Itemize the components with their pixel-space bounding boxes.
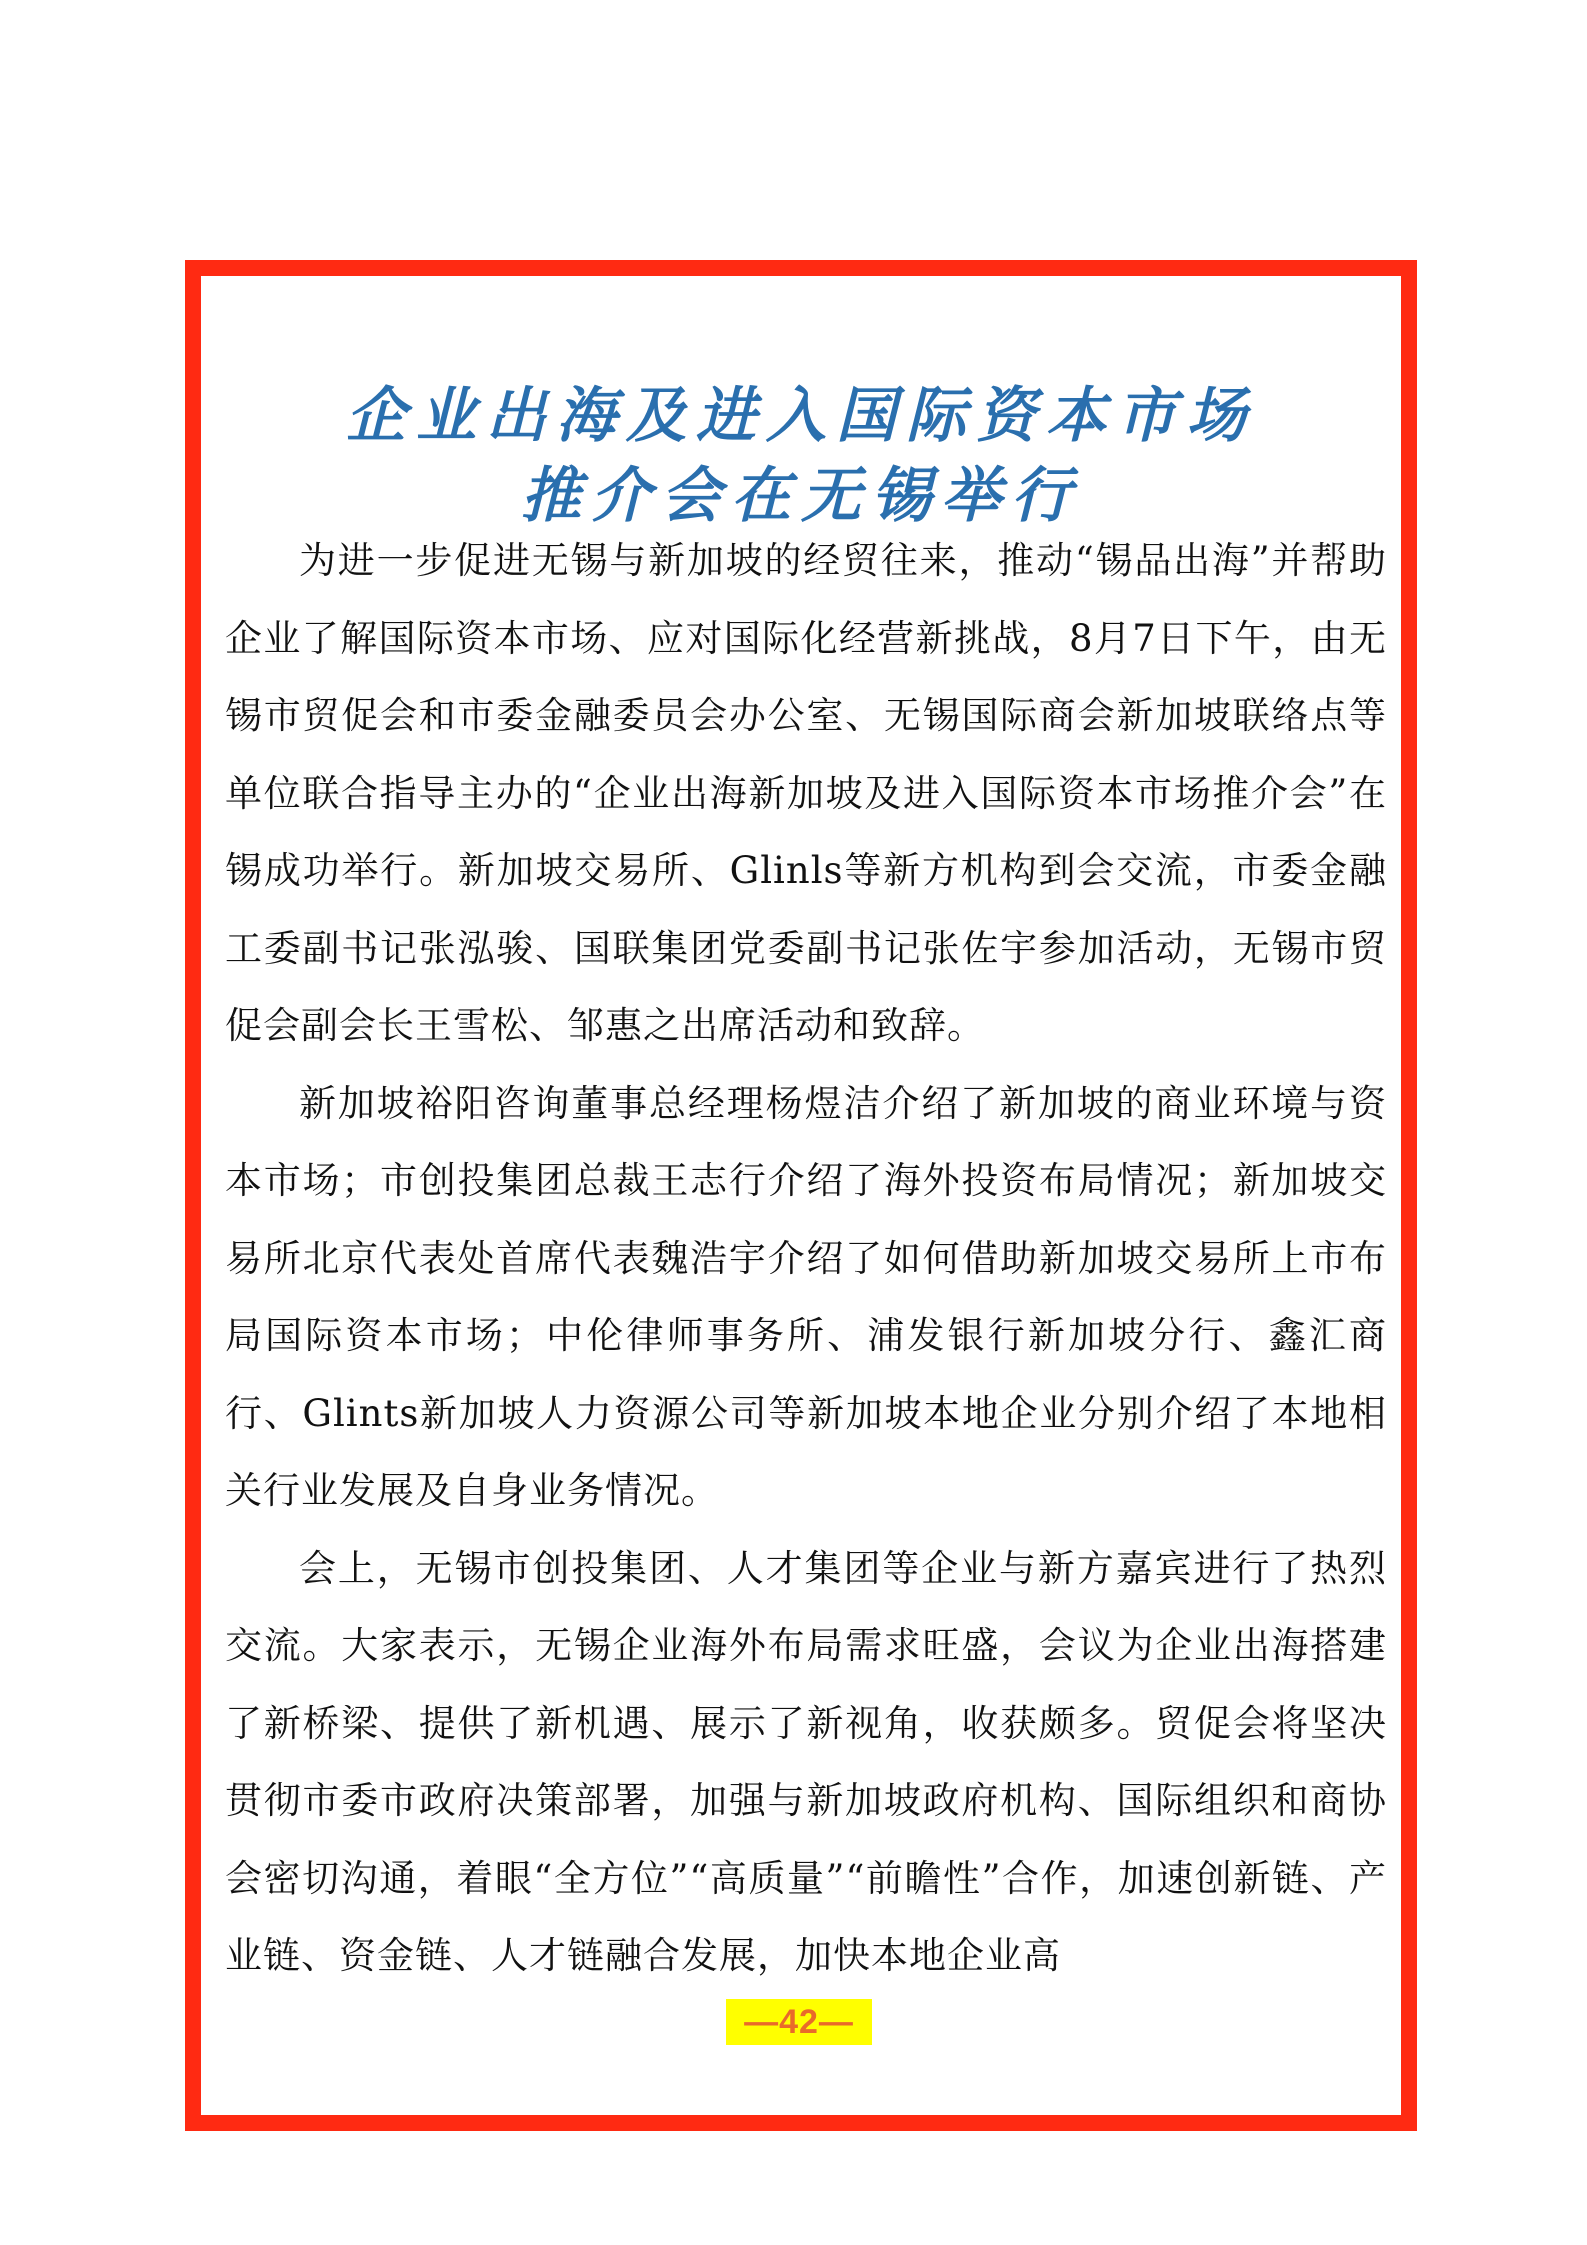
article-title <box>201 376 1401 536</box>
red-border-frame <box>185 260 1417 2131</box>
page-number: —42— <box>726 1999 872 2045</box>
paragraph-1: 为进一步促进无锡与新加坡的经贸往来，推动“锡品出海”并帮助企业了解国际资本市场、应对国际化经营新挑战，8月7日下午，由无锡市贸促会和市委金融委员会办公室、无锡国际商会新加坡联络点等单位联合指导主办的“企业出海新加坡及进入国际资本市场推介会”在锡成功举行。新加坡交易所、Glinls等新方机构到会交流，市委金融工委副书记张泓骏、国联集团党委副书记张佐宇参加活动，无锡市贸促会副会长王雪松、邹惠之出席活动和致辞。 <box>225 539 1387 1047</box>
article-title-line-2: 推介会在无锡举行 <box>521 461 1081 531</box>
paragraph-2: 新加坡裕阳咨询董事总经理杨煜洁介绍了新加坡的商业环境与资本市场；市创投集团总裁王志行介绍了海外投资布局情况；新加坡交易所北京代表处首席代表魏浩宇介绍了如何借助新加坡交易所上市布局国际资本市场；中伦律师事务所、浦发银行新加坡分行、鑫汇商行、Glints新加坡人力资源公司等新加坡本地企业分别介绍了本地相关行业发展及自身业务情况。 <box>225 1081 1387 1512</box>
article-body <box>225 522 1387 1995</box>
article-title-line-1: 企业出海及进入国际资本市场 <box>346 381 1256 451</box>
paragraph-3: 会上，无锡市创投集团、人才集团等企业与新方嘉宾进行了热烈交流。大家表示，无锡企业海外布局需求旺盛，会议为企业出海搭建了新桥梁、提供了新机遇、展示了新视角，收获颇多。贸促会将坚决贯彻市委市政府决策部署，加强与新加坡政府机构、国际组织和商协会密切沟通，着眼“全方位”“高质量”“前瞻性”合作，加速创新链、产业链、资金链、人才链融合发展，加快本地企业高 <box>225 1546 1387 1977</box>
